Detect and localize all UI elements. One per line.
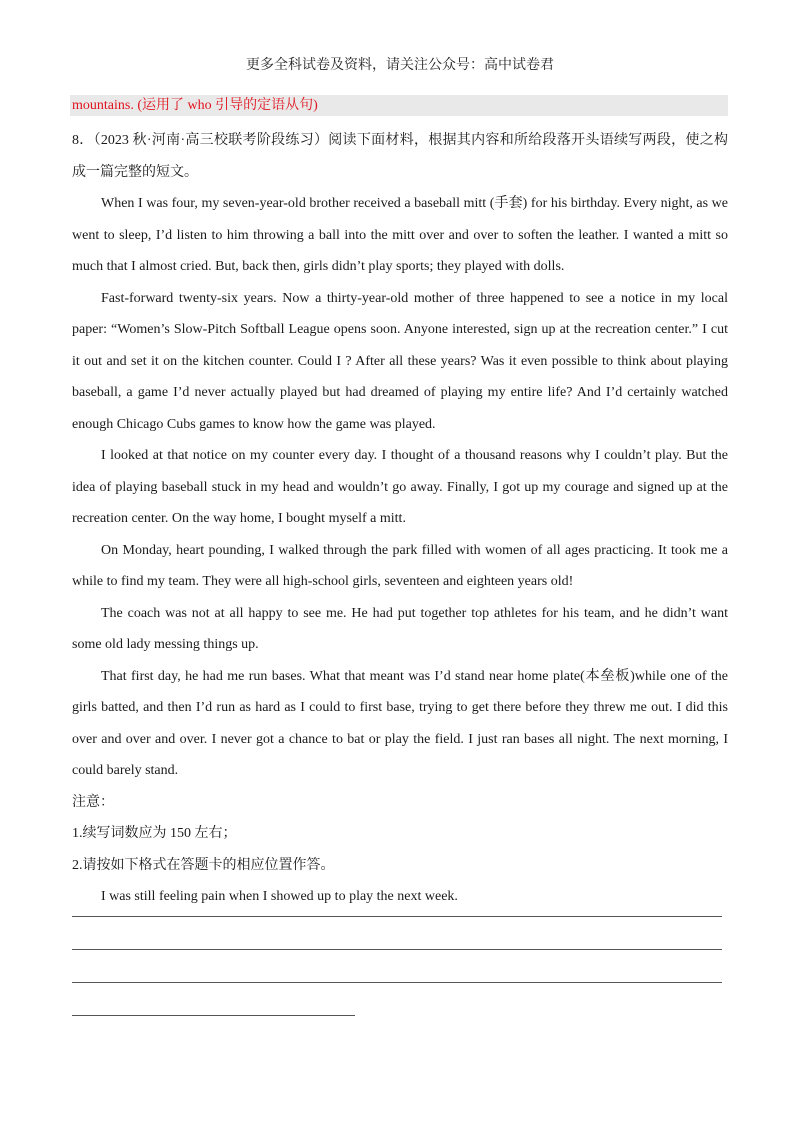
note-item-1: 1.续写词数应为 150 左右；	[72, 826, 237, 841]
notes-title: 注意：	[72, 794, 114, 810]
answer-lines	[72, 916, 722, 1016]
passage-paragraph-2: Fast-forward twenty-six years. Now a thirty-year-old mother of three happened to see a notice in my local paper: “Women’s Slow-Pitch Softball League opens soon. Anyone interested, sign up at the recreation center.” I cut it out and set it on the kitchen counter. Could I ? After all these years? Was it even possible to think about playing baseball, a game I’d never actually played but had dreamed of playing my entire life? And I’d certainly watched enough Chicago Cubs games to know how the game was played.	[72, 290, 728, 432]
question-body	[72, 125, 728, 913]
answer-line[interactable]	[72, 917, 722, 950]
passage-paragraph-6: That first day, he had me run bases. What that meant was I’d stand near home plate(本垒板)while one of the girls batted, and then I’d run as hard as I could to first base, trying to get there before they threw me out. I did this over and over and over. I never got a chance to bat or play the field. I just ran bases all night. The next morning, I could barely stand.	[72, 668, 728, 778]
passage-paragraph-3: I looked at that notice on my counter every day. I thought of a thousand reasons why I couldn’t play. But the idea of playing baseball stuck in my head and wouldn’t go away. Finally, I got up my courage and signed up at the recreation center. On the way home, I bought myself a mitt.	[72, 448, 728, 526]
passage-paragraph-1: When I was four, my seven-year-old brother received a baseball mitt (手套) for his birthday. Every night, as we went to sleep, I’d listen to him throwing a ball into the mitt over and over to soften the leather. I wanted a mitt so much that I almost cried. But, back then, girls didn’t play sports; they played with dolls.	[72, 196, 728, 274]
question-stem: 8．（2023 秋·河南·高三校联考阶段练习）阅读下面材料，根据其内容和所给段落开头语续写两段，使之构成一篇完整的短文。	[72, 133, 728, 180]
passage-paragraph-5: The coach was not at all happy to see me. He had put together top athletes for his team, and he didn’t want some old lady messing things up.	[72, 605, 728, 652]
note-item-2: 2.请按如下格式在答题卡的相应位置作答。	[72, 857, 335, 873]
continuation-prompt: I was still feeling pain when I showed up to play the next week.	[101, 889, 458, 904]
answer-line[interactable]	[72, 950, 722, 983]
highlighted-answer-line: mountains. (运用了 who 引导的定语从句)	[70, 95, 728, 116]
passage-paragraph-4: On Monday, heart pounding, I walked through the park filled with women of all ages practicing. It took me a while to find my team. They were all high-school girls, seventeen and eighteen years old!	[72, 542, 728, 589]
page-header: 更多全科试卷及资料，请关注公众号：高中试卷君	[246, 58, 554, 73]
answer-line[interactable]	[72, 983, 355, 1016]
